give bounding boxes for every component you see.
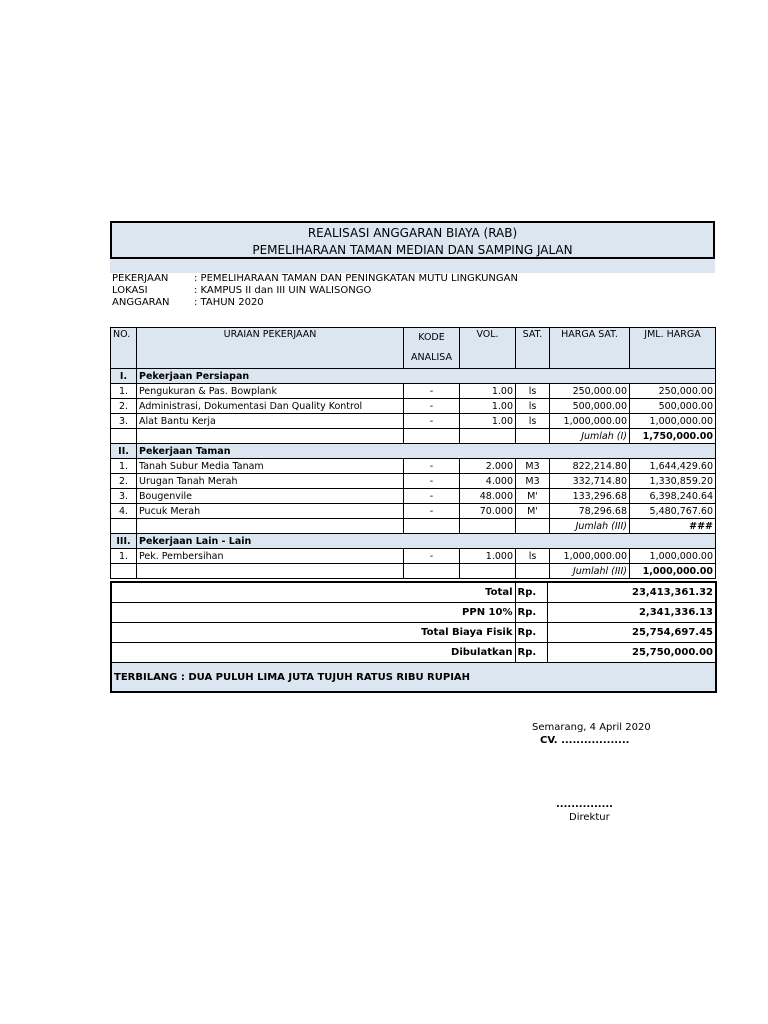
item-number: 1. <box>111 459 137 474</box>
item-volume: 1.00 <box>460 414 516 429</box>
header-vol: VOL. <box>460 328 516 369</box>
table-row <box>111 489 716 504</box>
item-kode-analisa: - <box>404 549 460 564</box>
header-jml-harga: JML. HARGA <box>630 328 716 369</box>
total-label: Dibulatkan <box>111 643 515 663</box>
rab-table <box>110 327 716 579</box>
item-description: Urugan Tanah Merah <box>137 474 404 489</box>
table-row <box>111 474 716 489</box>
signatory-role: Direktur <box>569 812 610 823</box>
info-pekerjaan: PEKERJAAN : PEMELIHARAAN TAMAN DAN PENINGKATAN MUTU LINGKUNGAN <box>112 273 518 284</box>
item-description: Administrasi, Dokumentasi Dan Quality Kontrol <box>137 399 404 414</box>
item-volume: 48.000 <box>460 489 516 504</box>
header-kode: KODE ANALISA <box>404 328 460 369</box>
item-volume: 70.000 <box>460 504 516 519</box>
total-row <box>111 603 716 623</box>
total-currency: Rp. <box>515 582 547 603</box>
item-unit: M3 <box>516 459 550 474</box>
total-row <box>111 582 716 603</box>
item-volume: 4.000 <box>460 474 516 489</box>
subtotal-label: Jumlah (I) <box>550 429 630 444</box>
item-description: Tanah Subur Media Tanam <box>137 459 404 474</box>
empty-cell <box>137 519 404 534</box>
item-unit: ls <box>516 399 550 414</box>
item-number: 3. <box>111 489 137 504</box>
item-number: 1. <box>111 549 137 564</box>
total-currency: Rp. <box>515 603 547 623</box>
section-title: Pekerjaan Persiapan <box>137 369 716 384</box>
item-description: Bougenvile <box>137 489 404 504</box>
item-unit-price: 500,000.00 <box>550 399 630 414</box>
subtotal-value: 1,750,000.00 <box>630 429 716 444</box>
subtotal-label: Jumlah (III) <box>550 519 630 534</box>
item-unit-price: 1,000,000.00 <box>550 549 630 564</box>
place-date: Semarang, 4 April 2020 <box>532 722 651 733</box>
total-value: 23,413,361.32 <box>547 582 716 603</box>
total-label: Total <box>111 582 515 603</box>
table-row <box>111 459 716 474</box>
subtotal-value: ### <box>630 519 716 534</box>
section-title: Pekerjaan Lain - Lain <box>137 534 716 549</box>
empty-cell <box>516 429 550 444</box>
section-header <box>111 369 716 384</box>
item-kode-analisa: - <box>404 384 460 399</box>
item-total-price: 1,330,859.20 <box>630 474 716 489</box>
item-number: 3. <box>111 414 137 429</box>
item-kode-analisa: - <box>404 504 460 519</box>
item-kode-analisa: - <box>404 414 460 429</box>
item-description: Pek. Pembersihan <box>137 549 404 564</box>
subtotal-row <box>111 429 716 444</box>
empty-cell <box>111 564 137 579</box>
item-description: Pucuk Merah <box>137 504 404 519</box>
empty-cell <box>137 429 404 444</box>
header-sat: SAT. <box>516 328 550 369</box>
total-currency: Rp. <box>515 623 547 643</box>
signatory-name: ............... <box>556 799 613 810</box>
total-currency: Rp. <box>515 643 547 663</box>
total-label: PPN 10% <box>111 603 515 623</box>
item-total-price: 5,480,767.60 <box>630 504 716 519</box>
totals-table <box>110 581 717 693</box>
total-row <box>111 643 716 663</box>
company-name: CV. .................. <box>540 735 630 746</box>
section-title: Pekerjaan Taman <box>137 444 716 459</box>
info-lokasi: LOKASI : KAMPUS II dan III UIN WALISONGO <box>112 285 372 296</box>
title-line-2: PEMELIHARAAN TAMAN MEDIAN DAN SAMPING JALAN <box>252 243 573 257</box>
empty-cell <box>111 429 137 444</box>
total-label: Total Biaya Fisik <box>111 623 515 643</box>
item-unit: ls <box>516 384 550 399</box>
total-row <box>111 623 716 643</box>
rab-sheet <box>110 221 715 693</box>
item-total-price: 250,000.00 <box>630 384 716 399</box>
item-kode-analisa: - <box>404 459 460 474</box>
table-row <box>111 549 716 564</box>
empty-cell <box>137 564 404 579</box>
item-unit: M' <box>516 504 550 519</box>
item-volume: 2.000 <box>460 459 516 474</box>
table-row <box>111 399 716 414</box>
item-description: Pengukuran & Pas. Bowplank <box>137 384 404 399</box>
section-header <box>111 444 716 459</box>
item-kode-analisa: - <box>404 489 460 504</box>
empty-cell <box>460 429 516 444</box>
subtotal-value: 1,000,000.00 <box>630 564 716 579</box>
subtotal-row <box>111 519 716 534</box>
empty-cell <box>516 564 550 579</box>
document-title <box>110 221 715 259</box>
subtotal-label: Jumlahl (III) <box>550 564 630 579</box>
item-unit-price: 332,714.80 <box>550 474 630 489</box>
project-info <box>110 273 715 327</box>
table-row <box>111 384 716 399</box>
empty-cell <box>111 519 137 534</box>
empty-cell <box>460 564 516 579</box>
item-volume: 1.00 <box>460 384 516 399</box>
header-harga-sat: HARGA SAT. <box>550 328 630 369</box>
total-value: 25,750,000.00 <box>547 643 716 663</box>
item-volume: 1.000 <box>460 549 516 564</box>
header-no: NO. <box>111 328 137 369</box>
item-total-price: 1,000,000.00 <box>630 549 716 564</box>
empty-cell <box>404 429 460 444</box>
subtotal-row <box>111 564 716 579</box>
item-unit-price: 250,000.00 <box>550 384 630 399</box>
item-unit: M3 <box>516 474 550 489</box>
item-description: Alat Bantu Kerja <box>137 414 404 429</box>
item-number: 2. <box>111 399 137 414</box>
section-number: I. <box>111 369 137 384</box>
empty-cell <box>404 564 460 579</box>
table-row <box>111 504 716 519</box>
item-unit-price: 822,214.80 <box>550 459 630 474</box>
title-line-1: REALISASI ANGGARAN BIAYA (RAB) <box>307 226 518 240</box>
item-unit: ls <box>516 549 550 564</box>
item-number: 2. <box>111 474 137 489</box>
section-number: II. <box>111 444 137 459</box>
item-total-price: 6,398,240.64 <box>630 489 716 504</box>
item-total-price: 500,000.00 <box>630 399 716 414</box>
item-total-price: 1,000,000.00 <box>630 414 716 429</box>
item-number: 4. <box>111 504 137 519</box>
info-anggaran: ANGGARAN : TAHUN 2020 <box>112 297 264 308</box>
title-spacer <box>110 259 715 273</box>
header-uraian: URAIAN PEKERJAAN <box>137 328 404 369</box>
section-number: III. <box>111 534 137 549</box>
item-number: 1. <box>111 384 137 399</box>
terbilang-text: TERBILANG : DUA PULUH LIMA JUTA TUJUH RATUS RIBU RUPIAH <box>111 663 716 693</box>
table-row <box>111 414 716 429</box>
empty-cell <box>516 519 550 534</box>
item-unit-price: 133,296.68 <box>550 489 630 504</box>
item-total-price: 1,644,429.60 <box>630 459 716 474</box>
total-value: 2,341,336.13 <box>547 603 716 623</box>
item-unit-price: 1,000,000.00 <box>550 414 630 429</box>
terbilang-row <box>111 663 716 693</box>
item-unit-price: 78,296.68 <box>550 504 630 519</box>
section-header <box>111 534 716 549</box>
item-kode-analisa: - <box>404 474 460 489</box>
empty-cell <box>460 519 516 534</box>
table-header <box>111 328 716 369</box>
total-value: 25,754,697.45 <box>547 623 716 643</box>
item-unit: M' <box>516 489 550 504</box>
item-unit: ls <box>516 414 550 429</box>
item-volume: 1.00 <box>460 399 516 414</box>
empty-cell <box>404 519 460 534</box>
item-kode-analisa: - <box>404 399 460 414</box>
